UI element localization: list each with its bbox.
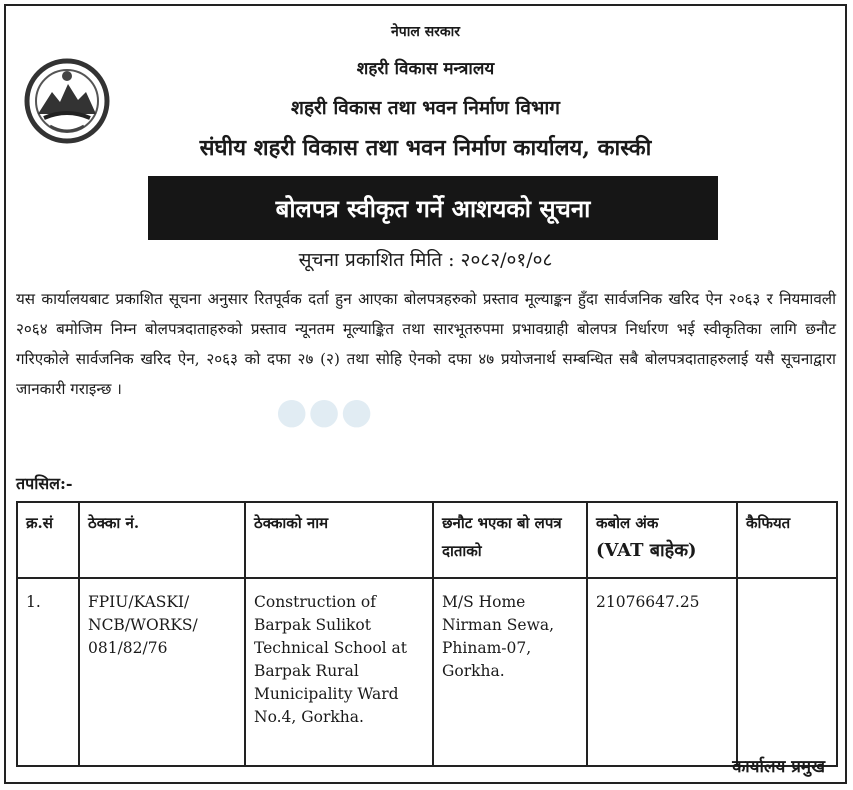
header-contract-name: ठेक्काको नाम [245,502,433,578]
cell-bid-amount: 21076647.25 [587,578,737,766]
ministry-name: शहरी विकास मन्त्रालय [356,59,495,79]
published-date: सूचना प्रकाशित मिति : २०८२/०१/०८ [298,249,553,271]
notice-page [4,4,847,784]
contract-table [16,501,838,767]
details-label: तपसिल:- [16,474,73,493]
header-bid-amount-label: कबोल अंक [596,514,659,532]
header-sn: क्र.सं [17,502,79,578]
cell-selected-bidder: M/S Home Nirman Sewa, Phinam-07, Gorkha. [433,578,587,766]
cell-contract-no: FPIU/KASKI/ NCB/WORKS/ 081/82/76 [79,578,245,766]
cell-contract-name: Construction of Barpak Sulikot Technical School at Barpak Rural Municipality Ward No.4, Gorkha. [245,578,433,766]
table-header-row [17,502,837,578]
header-remarks: कैफियत [737,502,837,578]
cell-sn: 1. [17,578,79,766]
table-row [17,578,837,766]
department-name: शहरी विकास तथा भवन निर्माण विभाग [291,97,560,119]
notice-title: बोलपत्र स्वीकृत गर्ने आशयको सूचना [275,193,591,223]
header-selected-bidder: छनौट भएका बो लपत्र दाताको [433,502,587,578]
header-contract-no: ठेक्का नं. [79,502,245,578]
government-label: नेपाल सरकार [390,24,460,40]
notice-title-banner [148,176,718,240]
office-head-signature: कार्यालय प्रमुख [732,757,825,777]
office-name: संघीय शहरी विकास तथा भवन निर्माण कार्यालय, कास्की [199,135,652,161]
header-vat-note: (VAT बाहेक) [596,540,697,561]
watermark: ●●● [276,391,374,432]
header-bid-amount [587,502,737,578]
cell-remarks [737,578,837,766]
notice-body: यस कार्यालयबाट प्रकाशित सूचना अनुसार रितपूर्वक दर्ता हुन आएका बोलपत्रहरुको प्रस्ताव मूल्याङ्कन हुँदा सार्वजनिक खरिद ऐन २०६३ र नियमावली २०६४ बमोजिम निम्न बोलपत्रदाताहरुको प्रस्ताव न्यूनतम मूल्याङ्कित तथा सारभूतरुपमा प्रभावग्राही बोलपत्र निर्धारण भई स्वीकृतिका लागि छनौट गरिएकोले सार्वजनिक खरिद ऐन, २०६३ को दफा २७ (२) तथा सोहि ऐनको दफा ४७ प्रयोजनार्थ सम्बन्धित सबै बोलपत्रदाताहरुलाई यसै सूचनाद्वारा जानकारी गराइन्छ । [16,290,836,398]
